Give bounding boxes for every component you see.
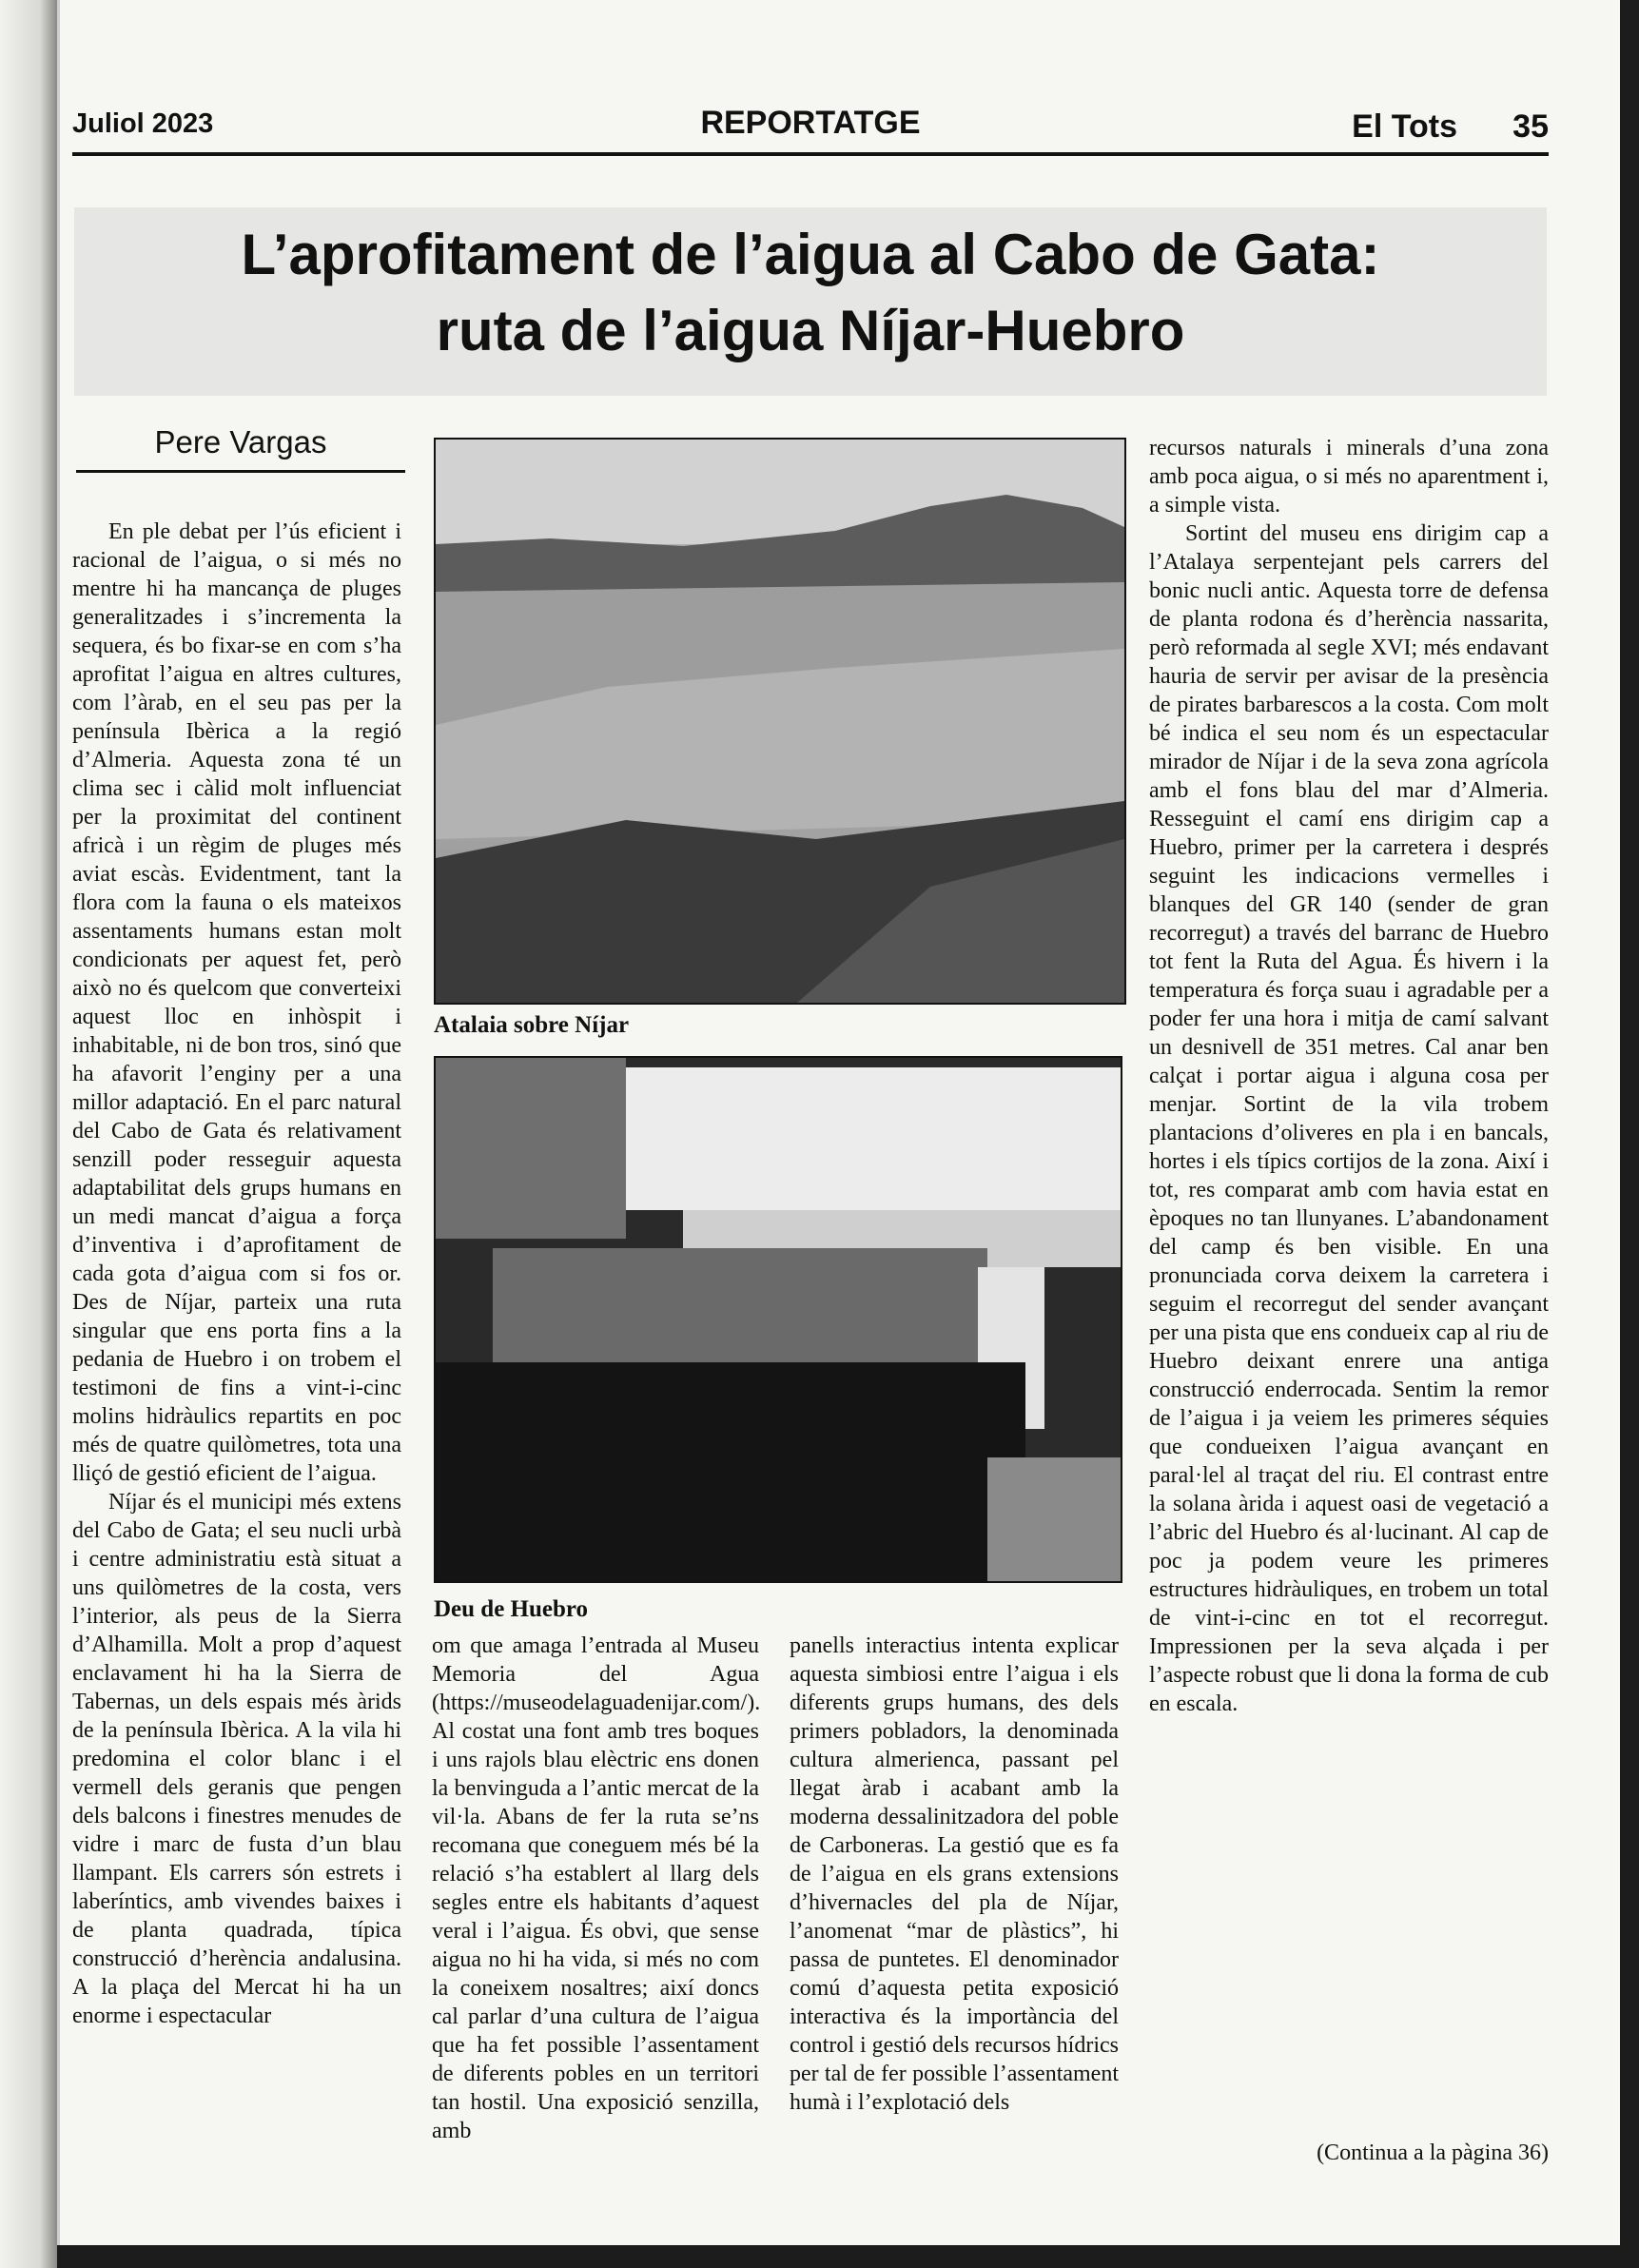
photo-deu-illustration [436, 1058, 1121, 1581]
section-name: REPORTATGE [700, 105, 921, 141]
photo-atalaia [434, 438, 1126, 1005]
title-line-1: L’aprofitament de l’aigua al Cabo de Gata: [241, 223, 1380, 286]
photo-deu-huebro [434, 1056, 1122, 1583]
column-2 [432, 1632, 759, 2145]
page-number: 35 [1512, 108, 1549, 145]
title-box [74, 207, 1547, 396]
paragraph: om que amaga l’entrada al Museu Memoria del Agua (https://museodelaguadenijar.com/). Al costat una font amb tres boques i uns rajols blau elèctric ens donen la benvinguda a l’antic mercat de la vil·la. Abans de fer la ruta se’ns recomana que coneguem més bé la relació s’ha establert al llarg dels segles entre els habitants d’aquest veral i l’aigua. És obvi, que sense aigua no hi ha vida, si més no com la coneixem nosaltres; així doncs cal parlar d’una cultura de l’aigua que ha fet possible l’assentament de diferents pobles en un territori tan hostil. Una exposició senzilla, amb [432, 1633, 761, 2143]
publication-name: El Tots [1352, 108, 1457, 145]
byline [76, 422, 405, 473]
photo-caption: Deu de Huebro [434, 1596, 589, 1622]
column-4 [1149, 434, 1549, 1718]
binding-gutter [0, 0, 57, 2268]
photo-caption: Atalaia sobre Níjar [434, 1012, 630, 1038]
paragraph: recursos naturals i minerals d’una zona amb poca aigua, o si més no aparentment i, a simple vista. [1149, 436, 1549, 518]
author-name: Pere Vargas [154, 424, 327, 459]
paragraph: panells interactius intenta explicar aquesta simbiosi entre l’aigua i els diferents grups humans, des dels primers pobladors, la denominada cultura almerienca, passant pel llegat àrab i acabant amb la moderna dessalinitzadora del poble de Carboneras. La gestió que es fa de l’aigua en els grans extensions d’hivernacles del pla de Níjar, l’anomenat “mar de plàstics”, hi passa de puntetes. El denominador comú d’aquesta petita exposició interactiva és la importància del control i gestió dels recursos hídrics per tal de fer possible l’assentament humà i l’explotació dels [790, 1633, 1119, 2115]
article-title [74, 217, 1547, 369]
continued-notice: (Continua a la pàgina 36) [1317, 2141, 1549, 2165]
issue-date: Juliol 2023 [72, 108, 214, 139]
title-line-2: ruta de l’aigua Níjar-Huebro [436, 299, 1185, 362]
paragraph: Níjar és el municipi més extens del Cabo de Gata; el seu nucli urbà i centre administratiu està situat a uns quilòmetres de la costa, vers l’interior, als peus de la Sierra d’Alhamilla. Molt a prop d’aquest enclavament hi ha la Sierra de Tabernas, un dels espais més àrids de la península Ibèrica. A la vila hi predomina el color blanc i el vermell dels geranis que pengen dels balcons i finestres menudes de vidre i marc de fusta d’un blau llampant. Els carrers són estrets i laberíntics, amb vivendes baixes i de planta quadrada, típica construcció d’herència andalusina. A la plaça del Mercat hi ha un enorme i espectacular [72, 1490, 401, 2028]
column-1 [72, 518, 401, 2030]
paragraph: Sortint del museu ens dirigim cap a l’Atalaya serpentejant pels carrers del bonic nucli antic. Aquesta torre de defensa de planta rodona és d’herència nassarita, però reformada al segle XVI; més endavant hauria de servir per avisar de la presència de pirates barbarescos a la costa. Com molt bé indica el seu nom és un espectacular mirador de Níjar i de la seva zona agrícola amb el fons blau del mar d’Almeria. Resseguint el camí ens dirigim cap a Huebro, primer per la carretera i després seguint les indicacions vermelles i blanques del GR 140 (sender de gran recorregut) a través del barranc de Huebro tot fent la Ruta del Agua. És hivern i la temperatura és força suau i agradable per a poder fer una hora i mitja de camí salvant un desnivell de 351 metres. Cal anar ben calçat i portar aigua i alguna cosa per menjar. Sortint de la vila trobem plantacions d’oliveres en pla i en bancals, hortes i els típics cortijos de la zona. Així i tot, res comparat amb com havia estat en èpoques no tan llunyanes. L’abandonament del camp és ben visible. En una pronunciada corva deixem la carretera i seguim el recorregut del sender avançant per una pista que ens condueix cap al riu de Huebro deixant enrere una antiga construcció enderrocada. Sentim la remor de l’aigua i ja veiem les primeres séquies que condueixen l’aigua avançant en paral·lel al traçat del riu. El contrast entre la solana àrida i aquest oasi de vegetació a l’abric del Huebro és al·lucinant. Al cap de poc ja podem veure les primeres estructures hidràuliques, en trobem un total de vint-i-cinc en tot el recorregut. Impressionen per la seva alçada i per l’aspecte robust que li dona la forma de cub en escala. [1149, 521, 1549, 1716]
paragraph: En ple debat per l’ús eficient i racional de l’aigua, o si més no mentre hi ha mancança de pluges generalitzades i s’incrementa la sequera, és bo fixar-se en com s’ha aprofitat l’aigua en altres cultures, com l’àrab, en el seu pas per la península Ibèrica a la regió d’Almeria. Aquesta zona té un clima sec i càlid molt influenciat per la proximitat del continent africà i un règim de pluges més aviat escàs. Evidentment, tant la flora com la fauna o els mateixos assentaments humans estan molt condicionats per aquest fet, però això no és quelcom que converteixi aquest lloc en inhòspit i inhabitable, ni de bon tros, sinó que ha afavorit l’enginy per a una millor adaptació. En el parc natural del Cabo de Gata és relativament senzill poder resseguir aquesta adaptabilitat dels grups humans en un medi mancat d’aigua a força d’inventiva i d’aprofitament de cada gota d’aigua com si fos or. Des de Níjar, parteix una ruta singular que ens porta fins a la pedania de Huebro i on trobem el testimoni de fins a vint-i-cinc molins hidràulics repartits en poc més de quatre quilòmetres, tota una lliçó de gestió eficient de l’aigua. [72, 519, 401, 1486]
photo-atalaia-illustration [436, 440, 1124, 1003]
running-header [72, 103, 1549, 156]
column-3 [790, 1632, 1119, 2117]
